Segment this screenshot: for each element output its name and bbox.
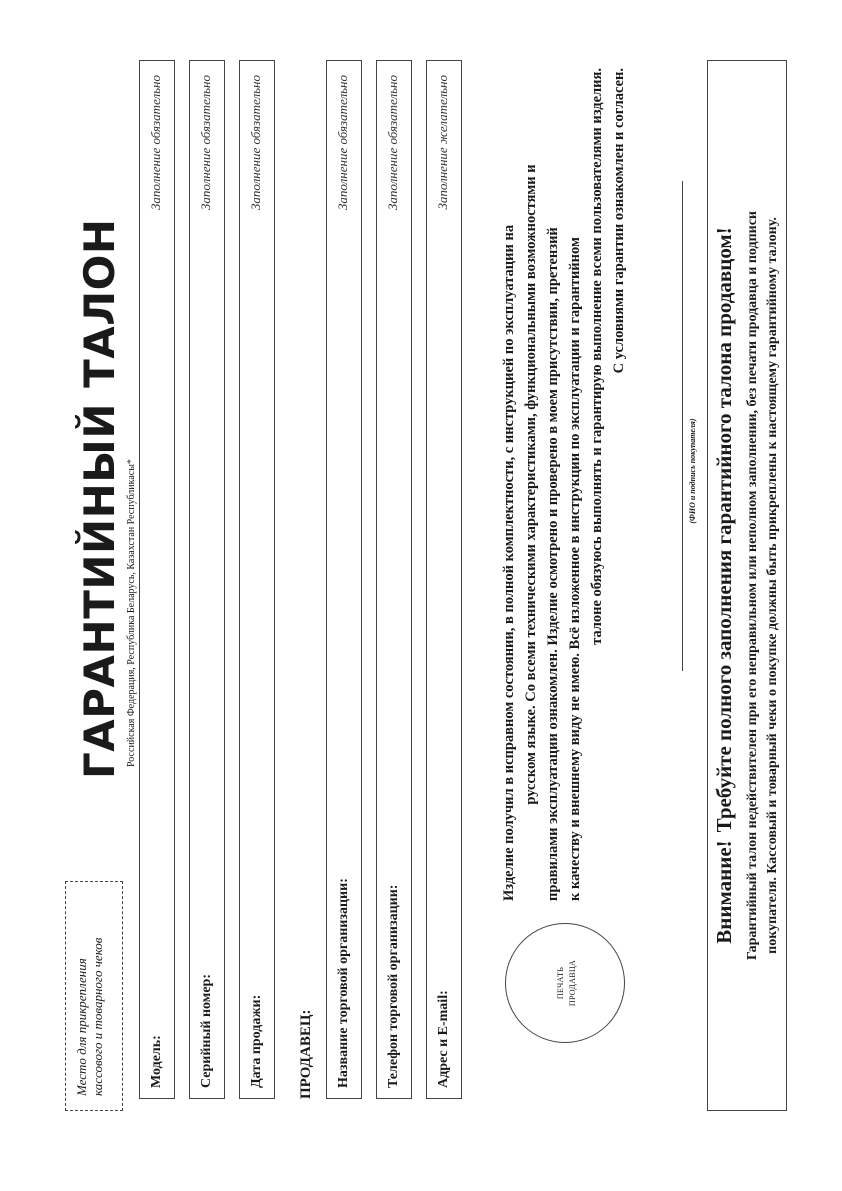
warning-demand: Требуйте полного заполнения гарантийного талона продавцом! bbox=[712, 227, 736, 833]
model-hint: Заполнение обязательно bbox=[148, 75, 163, 210]
agreement-line-1: Изделие получил в исправном состоянии, в полной комплектности, с инструкцией по эксплуатации на bbox=[501, 224, 517, 901]
model-label: Модель: bbox=[149, 1035, 164, 1088]
store-name-field[interactable] bbox=[326, 60, 362, 1099]
warning-box bbox=[707, 60, 787, 1111]
store-name-hint: Заполнение обязательно bbox=[335, 75, 350, 210]
signature-caption: (ФИО и подпись покупателя) bbox=[688, 418, 697, 524]
buyer-agreement-text bbox=[498, 68, 630, 901]
agreement-line-2: русском языке. Со всеми техническими характеристиками, функциональными возможностями и bbox=[523, 164, 539, 805]
sale-date-field[interactable] bbox=[239, 60, 275, 1099]
agreement-line-5: талоне обязуюсь выполнять и гарантирую выполнение всеми пользователями изделия. bbox=[589, 68, 605, 645]
store-phone-field[interactable] bbox=[376, 60, 412, 1099]
address-email-field[interactable] bbox=[426, 60, 462, 1099]
warning-heading bbox=[712, 61, 737, 1110]
page-subtitle: Российская Федерация, Республика Беларусь, Казахстан Республикасы* bbox=[126, 459, 137, 767]
attachment-text-line-1: Место для прикрепления bbox=[74, 958, 89, 1096]
serial-number-label: Серийный номер: bbox=[199, 974, 214, 1088]
warning-text-line-1: Гарантийный талон недействителен при его неправильном или неполном заполнении, без печати продавца и подписи bbox=[745, 210, 760, 961]
store-name-label: Название торговой организации: bbox=[336, 878, 351, 1088]
store-phone-label: Телефон торговой организации: bbox=[386, 884, 401, 1088]
sale-date-label: Дата продажи: bbox=[249, 994, 264, 1088]
model-field[interactable] bbox=[139, 60, 175, 1099]
agreement-line-4: к качеству и внешнему виду не имею. Всё изложенное в инструкции по эксплуатации и гарантийном bbox=[567, 237, 583, 901]
stamp-label-line-1: ПЕЧАТЬ bbox=[556, 966, 565, 1000]
address-email-hint: Заполнение желательно bbox=[435, 75, 450, 210]
attachment-text-line-2: кассового и товарного чеков bbox=[90, 937, 105, 1096]
stamp-label-line-2: ПРОДАВЦА bbox=[568, 959, 577, 1007]
warning-text-line-2: покупателя. Кассовый и товарный чеки о покупке должны быть прикреплены к настоящему гарантийному талону. bbox=[765, 217, 780, 954]
seller-stamp-area bbox=[505, 923, 625, 1043]
serial-number-field[interactable] bbox=[189, 60, 225, 1099]
serial-number-hint: Заполнение обязательно bbox=[198, 75, 213, 210]
agreement-line-3: правилами эксплуатации ознакомлен. Изделие осмотрено и проверено в моем присутствии, претензий bbox=[545, 227, 561, 901]
address-email-label: Адрес и E-mail: bbox=[436, 990, 451, 1088]
sale-date-hint: Заполнение обязательно bbox=[248, 75, 263, 210]
seller-heading: ПРОДАВЕЦ: bbox=[298, 1009, 314, 1099]
store-phone-hint: Заполнение обязательно bbox=[385, 75, 400, 210]
buyer-signature-line[interactable] bbox=[682, 181, 683, 671]
page-title: ГАРАНТИЙНЫЙ ТАЛОН bbox=[75, 218, 124, 779]
receipt-attachment-area bbox=[65, 881, 123, 1111]
agreement-line-6: С условиями гарантии ознакомлен и согласен. bbox=[611, 68, 627, 374]
warning-attention: Внимание! bbox=[712, 840, 736, 944]
